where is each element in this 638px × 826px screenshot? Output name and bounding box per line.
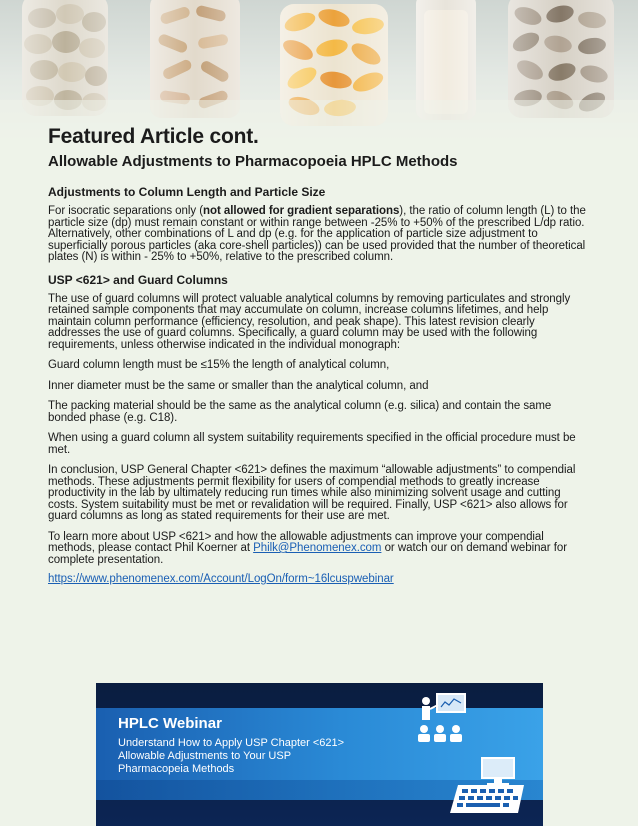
banner-line-3: Pharmacopeia Methods bbox=[118, 763, 235, 775]
presenter-audience-icon bbox=[414, 691, 474, 747]
paragraph-inner-diameter: Inner diameter must be the same or smaller than the analytical column, and bbox=[48, 379, 429, 392]
webinar-url-paragraph bbox=[48, 574, 588, 586]
article-subtitle: Allowable Adjustments to Pharmacopoeia HPLC Methods bbox=[48, 153, 458, 170]
paragraph-system-suitability: When using a guard column all system suitability requirements specified in the official procedure must be met. bbox=[48, 432, 576, 456]
banner-line-2: Allowable Adjustments to Your USP bbox=[118, 750, 292, 762]
keyboard-icon bbox=[448, 783, 528, 815]
webinar-link[interactable]: https://www.phenomenex.com/Account/LogOn/form~16lcuspwebinar bbox=[48, 573, 394, 585]
paragraph-guard-length: Guard column length must be ≤15% the length of analytical column, bbox=[48, 359, 390, 371]
section-heading-column-length: Adjustments to Column Length and Particle Size bbox=[48, 185, 326, 199]
section-heading-guard-columns: USP <621> and Guard Columns bbox=[48, 272, 228, 287]
banner-title: HPLC Webinar bbox=[118, 715, 222, 732]
paragraph-column-length bbox=[48, 206, 588, 264]
header-photo bbox=[0, 0, 638, 140]
webinar-banner[interactable] bbox=[96, 683, 543, 826]
article bbox=[48, 124, 588, 595]
page-title: Featured Article cont. bbox=[48, 125, 259, 148]
paragraph-contact bbox=[48, 532, 588, 567]
jar-tablets bbox=[22, 0, 108, 116]
paragraph-conclusion: In conclusion, USP General Chapter <621> defines the maximum “allowable adjustments” to compendial methods. These adjustments permit flexibility for users of compendial methods to greatly increase productivity in the lab by ultimately reducing run times while also minimizing solvent usage and cutting costs. System suitability must be met or revalidation will be required. Finally, USP <621> also allows for guard columns as long as stated requirements for their use are met. bbox=[48, 464, 576, 522]
email-link[interactable]: Philk@Phenomenex.com bbox=[253, 542, 382, 554]
text-segment: or watch our on demand webinar for complete presentation. bbox=[48, 542, 567, 566]
bold-text: not allowed for gradient separations bbox=[203, 205, 400, 217]
paragraph-packing-material: The packing material should be the same as the analytical column (e.g. silica) and contain the same bonded phase (e.g. C18). bbox=[48, 400, 552, 424]
supplement-jars-image bbox=[0, 0, 638, 140]
text-segment: To learn more about USP <621> and how the allowable adjustments can improve your compendial methods, please contact Phil Koerner at bbox=[48, 530, 544, 554]
text-segment: For isocratic separations only ( bbox=[48, 205, 203, 217]
text-segment: ), the ratio of column length (L) to the particle size (dp) must remain constant or within range between -25% to +50% of the prescribed L/dp ratio. Alternatively, other combinations of L and dp (e.g. for the application of particle size adjustment to superficially porous particles (aka core-shell particles)) can be used provided that the number of theoretical plates (N) is within - 25% to +50%, relative to the prescribed column. bbox=[48, 205, 586, 263]
banner-line-1: Understand How to Apply USP Chapter <621> bbox=[118, 737, 345, 749]
paragraph-guard-intro: The use of guard columns will protect valuable analytical columns by removing particulates and strongly retained sample components that may accumulate on column, increase columns lifetimes, and help maintain column performance (efficiency, resolution, and peak shape). This latest revision clearly addresses the use of guard columns. Specifically, a guard column may be used with the following requirements, unless otherwise indicated in the individual monograph: bbox=[48, 292, 571, 351]
